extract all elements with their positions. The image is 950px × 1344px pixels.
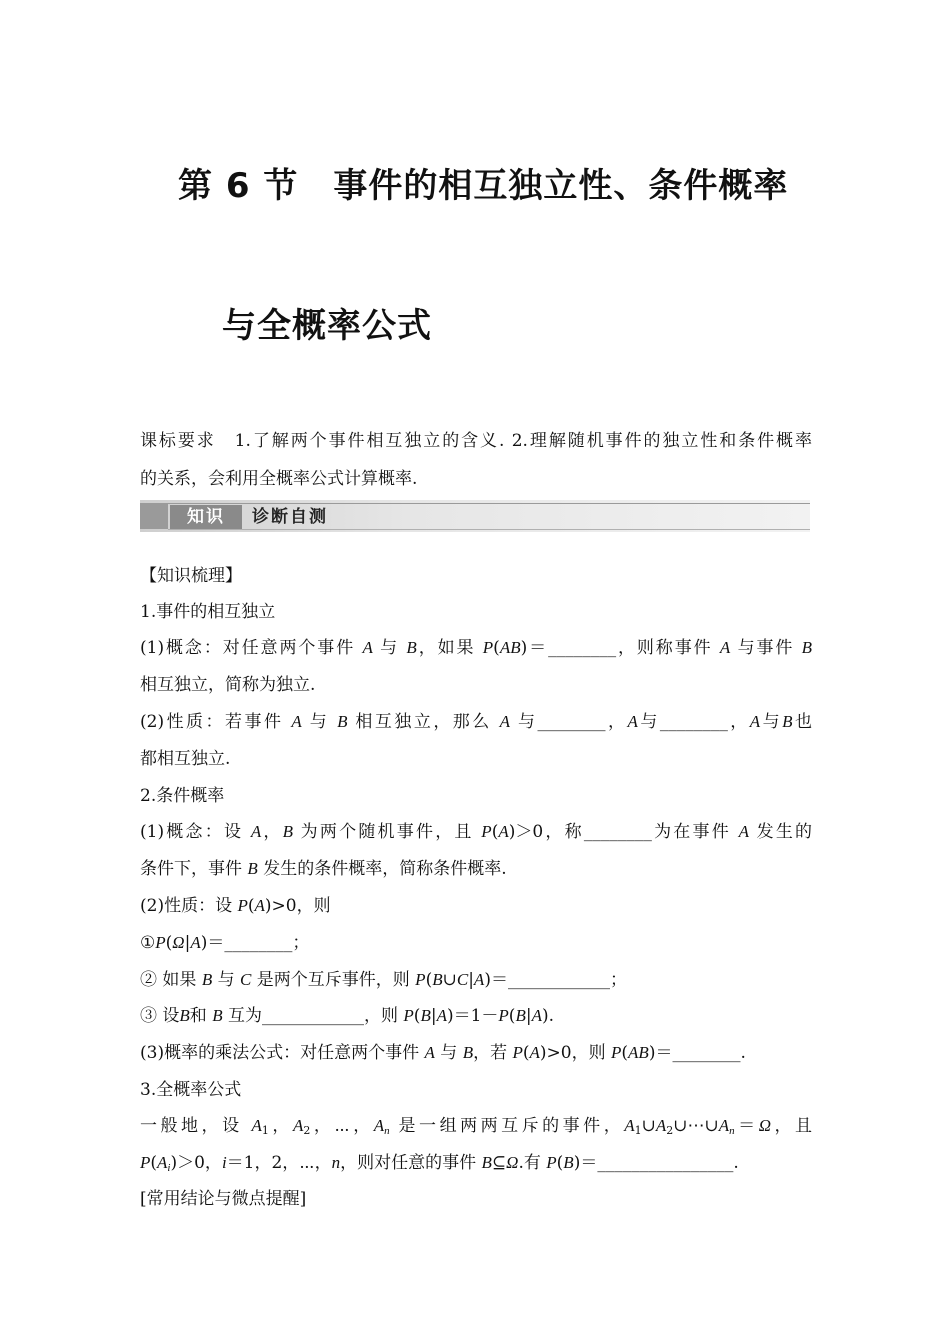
blank: ________ (583, 822, 652, 842)
page-title-line-1: 第 6 节 事件的相互独立性、条件概率 (178, 166, 789, 206)
section-3-title: 3.全概率公式 (140, 1080, 242, 1100)
section-banner (140, 500, 810, 532)
s2-property-intro: (2)性质：设 P(A)>0，则 (140, 896, 331, 916)
blank: ________________ (597, 1153, 734, 1173)
blank: ________ (224, 933, 293, 953)
s1-concept-line-1: (1)概念：对任意两个事件 A 与 B，如果 P(AB)＝________，则称事件 A 与事件 B (140, 638, 813, 658)
s2-concept-line-1: (1)概念：设 A，B 为两个随机事件，且 P(A)＞0，称________为在事件 A 发生的 (140, 822, 813, 842)
s3-line-1: 一般地，设 $A_1$，$A_2$，⋯，$A_n$ 是一组两两互斥的事件，$A_1\cup A_2\cup\cdots\cup A_n=\Omega$，且 (140, 1116, 813, 1137)
banner-label-diagnosis: 诊断自测 (252, 507, 328, 527)
requirements-line-2: 的关系，会利用全概率公式计算概率. (140, 469, 418, 489)
banner-top-rule (168, 503, 810, 504)
banner-bottom-rule (168, 529, 810, 530)
s2-multiplication-rule: (3)概率的乘法公式：对任意两个事件 A 与 B，若 P(A)>0，则 P(AB)＝________. (140, 1043, 746, 1063)
requirements-line-1: 课标要求 1.了解两个事件相互独立的含义. 2.理解随机事件的独立性和条件概率 (140, 431, 812, 451)
s1-concept-line-2: 相互独立，简称为独立. (140, 675, 316, 695)
s2-property-1: ①P(Ω|A)＝________； (140, 933, 310, 953)
s2-property-3: ③ 设B和 B 互为____________，则 P(B|A)＝1－P(B|A). (140, 1006, 554, 1026)
blank: ____________ (262, 1006, 364, 1026)
s1-property-line-2: 都相互独立. (140, 749, 231, 769)
banner-label-knowledge: 知识 (170, 505, 242, 529)
blank: ________ (548, 638, 617, 658)
s1-property-line-1: (2)性质：若事件 A 与 B 相互独立，那么 A 与________，A与________，A与B也 (140, 712, 813, 732)
page-title-line-2: 与全概率公式 (222, 306, 432, 346)
s2-concept-line-2: 条件下，事件 B 发生的条件概率，简称条件概率. (140, 859, 507, 879)
section-2-title: 2.条件概率 (140, 786, 225, 806)
blank: ________ (659, 712, 728, 732)
blank: ________ (537, 712, 606, 732)
s2-property-2: ② 如果 B 与 C 是两个互斥事件，则 P(B∪C|A)＝____________； (140, 970, 627, 990)
knowledge-header: 【知识梳理】 (140, 566, 242, 586)
blank: ________ (672, 1043, 741, 1063)
section-1-title: 1.事件的相互独立 (140, 602, 276, 622)
banner-stripe (140, 503, 168, 529)
blank: ____________ (507, 970, 610, 990)
tips-header: [常用结论与微点提醒] (140, 1189, 307, 1209)
s3-line-2: $P(A_i)>0$，i＝1，2，⋯，n，则对任意的事件 B⊆Ω.有 P(B)＝________________. (140, 1153, 739, 1174)
